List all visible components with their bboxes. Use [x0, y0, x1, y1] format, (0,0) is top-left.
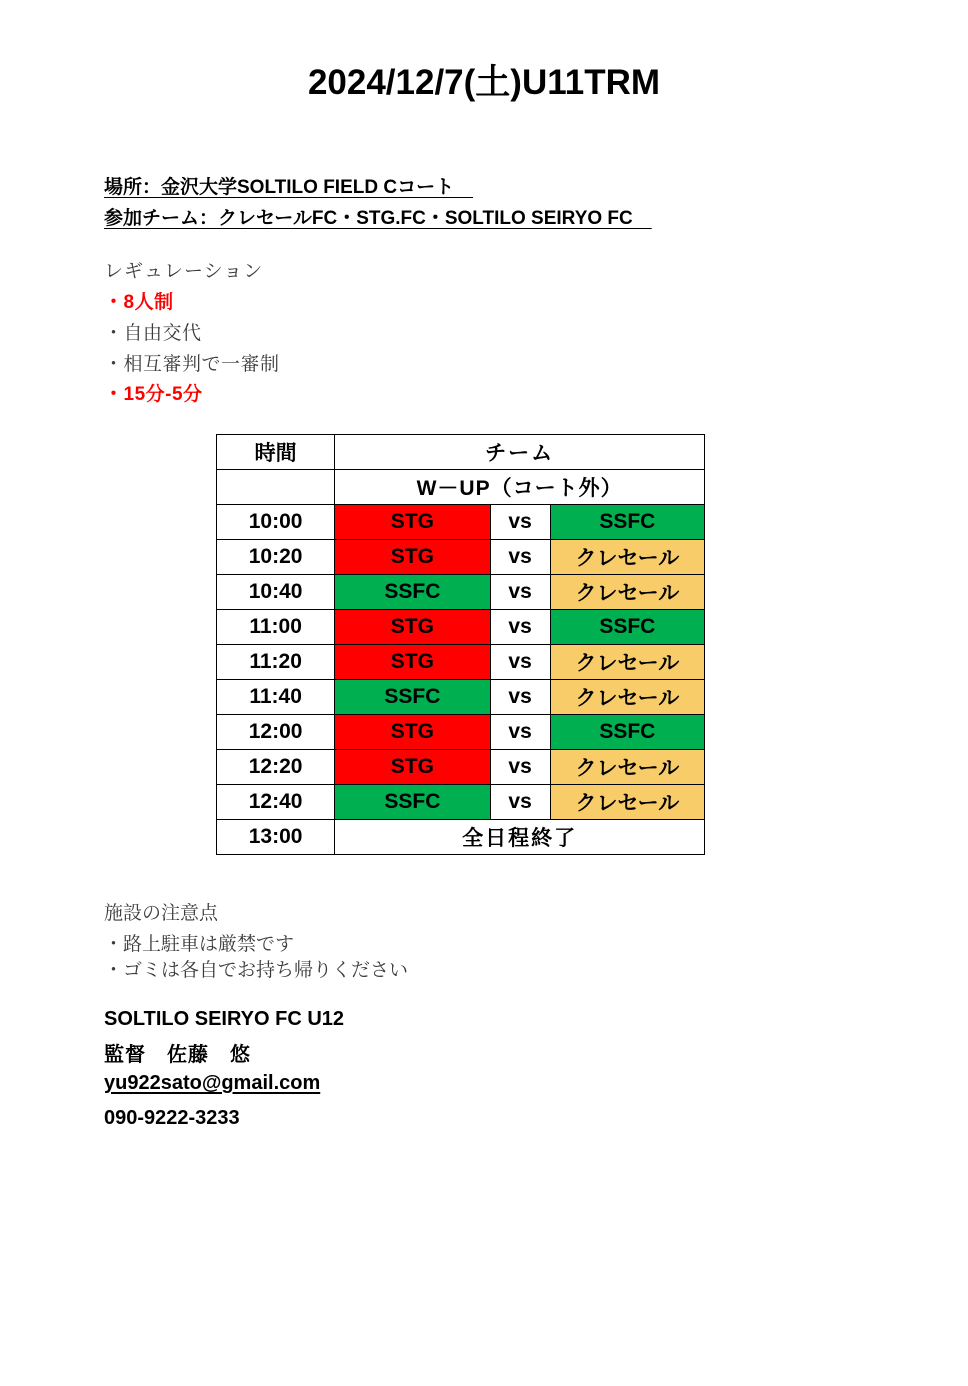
- regulation-item-4: ・15分-5分: [104, 384, 203, 405]
- contact-org: SOLTILO SEIRYO FC U12: [104, 1008, 345, 1030]
- match-time: 11:20: [217, 645, 335, 680]
- match-time: 12:20: [217, 750, 335, 785]
- schedule-footer-row: [217, 820, 705, 855]
- warmup-row: [217, 470, 705, 505]
- match-vs-label: vs: [490, 505, 550, 540]
- match-vs-label: vs: [490, 540, 550, 575]
- table-row: [217, 575, 705, 610]
- schedule-table-container: [216, 434, 705, 855]
- warmup-label: W－UP（コート外）: [335, 470, 705, 505]
- match-home-team: STG: [335, 645, 490, 680]
- match-vs-label: vs: [490, 785, 550, 820]
- match-time: 10:00: [217, 505, 335, 540]
- match-home-team: SSFC: [335, 680, 490, 715]
- match-away-team: SSFC: [550, 610, 704, 645]
- table-row: [217, 505, 705, 540]
- match-away-team: クレセール: [550, 575, 704, 610]
- match-home-team: STG: [335, 540, 490, 575]
- match-away-team: SSFC: [550, 505, 704, 540]
- match-vs-label: vs: [490, 645, 550, 680]
- footer-end-label: 全日程終了: [335, 820, 705, 855]
- match-time: 12:00: [217, 715, 335, 750]
- regulation-item-1: ・8人制: [104, 292, 174, 313]
- match-vs-label: vs: [490, 610, 550, 645]
- facility-notes-heading: 施設の注意点: [104, 903, 219, 924]
- regulation-heading: レギュレーション: [104, 261, 264, 282]
- regulation-item-2: ・自由交代: [104, 323, 202, 344]
- table-row: [217, 750, 705, 785]
- match-home-team: STG: [335, 750, 490, 785]
- match-away-team: クレセール: [550, 750, 704, 785]
- contact-person: 監督 佐藤 悠: [104, 1044, 251, 1066]
- participating-teams-line: 参加チーム：クレセールFC・STG.FC・SOLTILO SEIRYO FC: [104, 208, 652, 229]
- table-row: [217, 610, 705, 645]
- match-home-team: STG: [335, 715, 490, 750]
- match-home-team: SSFC: [335, 575, 490, 610]
- match-time: 10:20: [217, 540, 335, 575]
- header-team: チーム: [335, 435, 705, 470]
- match-vs-label: vs: [490, 750, 550, 785]
- match-home-team: SSFC: [335, 785, 490, 820]
- match-time: 11:00: [217, 610, 335, 645]
- facility-note-2: ・ゴミは各自でお持ち帰りください: [104, 960, 409, 981]
- match-home-team: STG: [335, 610, 490, 645]
- footer-time: 13:00: [217, 820, 335, 855]
- match-time: 10:40: [217, 575, 335, 610]
- schedule-table: [216, 434, 705, 855]
- match-away-team: クレセール: [550, 680, 704, 715]
- match-vs-label: vs: [490, 575, 550, 610]
- facility-note-1: ・路上駐車は厳禁です: [104, 934, 295, 955]
- table-header-row: [217, 435, 705, 470]
- contact-phone: 090-9222-3233: [104, 1107, 240, 1129]
- venue-line: 場所：金沢大学SOLTILO FIELD Cコート: [104, 177, 474, 198]
- match-away-team: クレセール: [550, 540, 704, 575]
- header-time: 時間: [217, 435, 335, 470]
- table-row: [217, 540, 705, 575]
- match-time: 11:40: [217, 680, 335, 715]
- table-row: [217, 645, 705, 680]
- table-row: [217, 715, 705, 750]
- match-vs-label: vs: [490, 715, 550, 750]
- match-away-team: SSFC: [550, 715, 704, 750]
- page-title: 2024/12/7(土)U11TRM: [307, 63, 661, 102]
- table-row: [217, 785, 705, 820]
- warmup-time-blank: [217, 470, 335, 505]
- match-time: 12:40: [217, 785, 335, 820]
- regulation-item-3: ・相互審判で一審制: [104, 354, 280, 375]
- contact-email[interactable]: yu922sato@gmail.com: [104, 1072, 321, 1094]
- match-away-team: クレセール: [550, 645, 704, 680]
- match-home-team: STG: [335, 505, 490, 540]
- match-vs-label: vs: [490, 680, 550, 715]
- table-row: [217, 680, 705, 715]
- match-away-team: クレセール: [550, 785, 704, 820]
